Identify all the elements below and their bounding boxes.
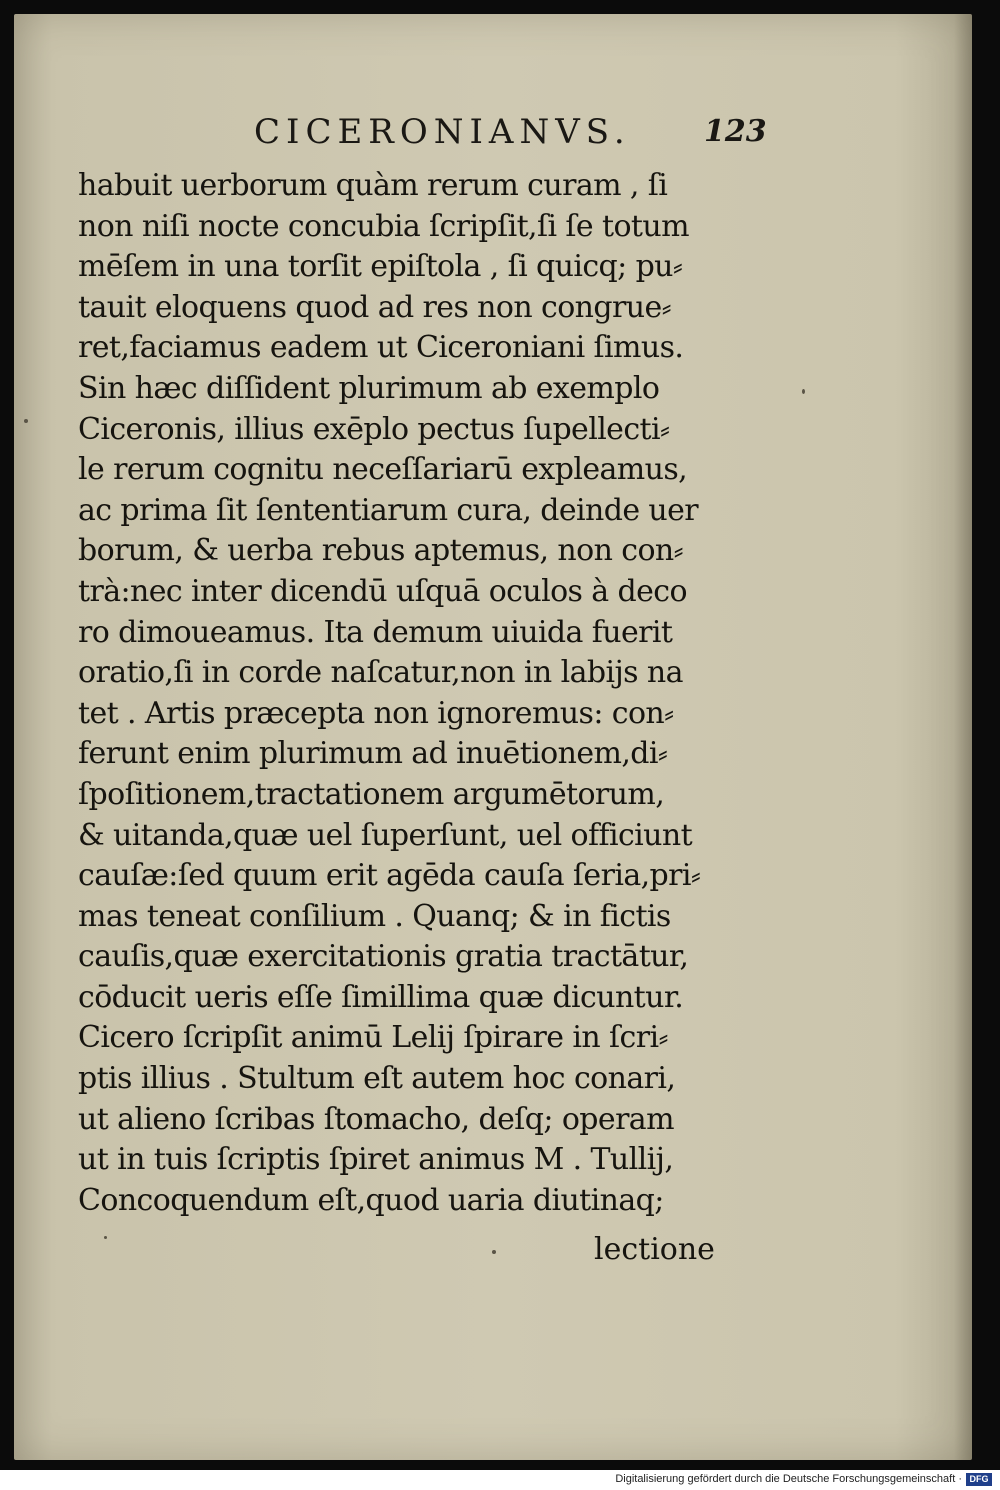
text-line: Concoquendum eſt,quod uaria diutinaq;	[78, 1182, 664, 1218]
book-page	[14, 14, 972, 1460]
ink-speck	[492, 1250, 496, 1254]
text-line: Sin hæc diſſident plurimum ab exemplo	[78, 370, 660, 406]
page-edge-shadow	[954, 14, 972, 1460]
text-line: cōducit ueris eſſe ſimillima quæ dicuntur.	[78, 979, 684, 1015]
text-line: ut alieno ſcribas ſtomacho, deſq; operam	[78, 1101, 674, 1137]
text-line: cauſis,quæ exercitationis gratia tractātur,	[78, 939, 689, 975]
text-line: habuit uerborum quàm rerum curam , ſi	[78, 168, 668, 203]
text-line: & uitanda,quæ uel ſuperſunt, uel officiunt	[78, 817, 693, 853]
text-line: le rerum cognitu neceſſariarū expleamus,	[78, 452, 688, 488]
footer-bar	[0, 1470, 1000, 1490]
text-line: ut in tuis ſcriptis ſpiret animus M . Tullij,	[78, 1142, 674, 1178]
text-line: Ciceronis, illius exēplo pectus ſupellecti⸗	[78, 411, 670, 447]
text-line: Cicero ſcripſit animū Lelij ſpirare in ſcri⸗	[78, 1020, 668, 1056]
text-line: borum, & uerba rebus aptemus, non con⸗	[78, 533, 684, 569]
text-line: oratio,ſi in corde naſcatur,non in labijs na	[78, 655, 683, 691]
text-line: ro dimoueamus. Ita demum uiuida fuerit	[78, 614, 673, 650]
body-text	[78, 166, 778, 1221]
text-line: non niſi nocte concubia ſcripſit,ſi ſe totum	[78, 208, 689, 244]
page-number: 123	[704, 114, 767, 149]
text-line: mēſem in una torſit epiſtola , ſi quicq; pu⸗	[78, 249, 683, 285]
ink-speck	[802, 389, 805, 394]
funding-credit: Digitalisierung gefördert durch die Deutsche Forschungsgemeinschaft ·	[615, 1473, 962, 1485]
text-line: ret,faciamus eadem ut Ciceroniani ſimus.	[78, 330, 684, 366]
text-line: ſpoſitionem,tractationem argumētorum,	[78, 776, 665, 812]
catchword: lectione	[594, 1232, 715, 1267]
text-line: tet . Artis præcepta non ignoremus: con⸗	[78, 695, 674, 731]
running-title: CICERONIANVS.	[254, 112, 631, 152]
dfg-logo: DFG	[966, 1473, 992, 1486]
text-line: ferunt enim plurimum ad inuētionem,di⸗	[78, 736, 668, 772]
text-line: cauſæ:ſed quum erit agēda cauſa ſeria,pri⸗	[78, 858, 701, 894]
text-line: tauit eloquens quod ad res non congrue⸗	[78, 289, 672, 325]
text-line: ac prima ſit ſententiarum cura, deinde uer	[78, 492, 699, 528]
text-line: ptis illius . Stultum eſt autem hoc conari,	[78, 1061, 676, 1097]
text-line: trà:nec inter dicendū uſquā oculos à deco	[78, 573, 687, 609]
ink-speck	[24, 419, 28, 423]
text-line: mas teneat conſilium . Quanq; & in fictis	[78, 898, 671, 934]
ink-speck	[104, 1236, 107, 1239]
running-head	[14, 112, 972, 152]
